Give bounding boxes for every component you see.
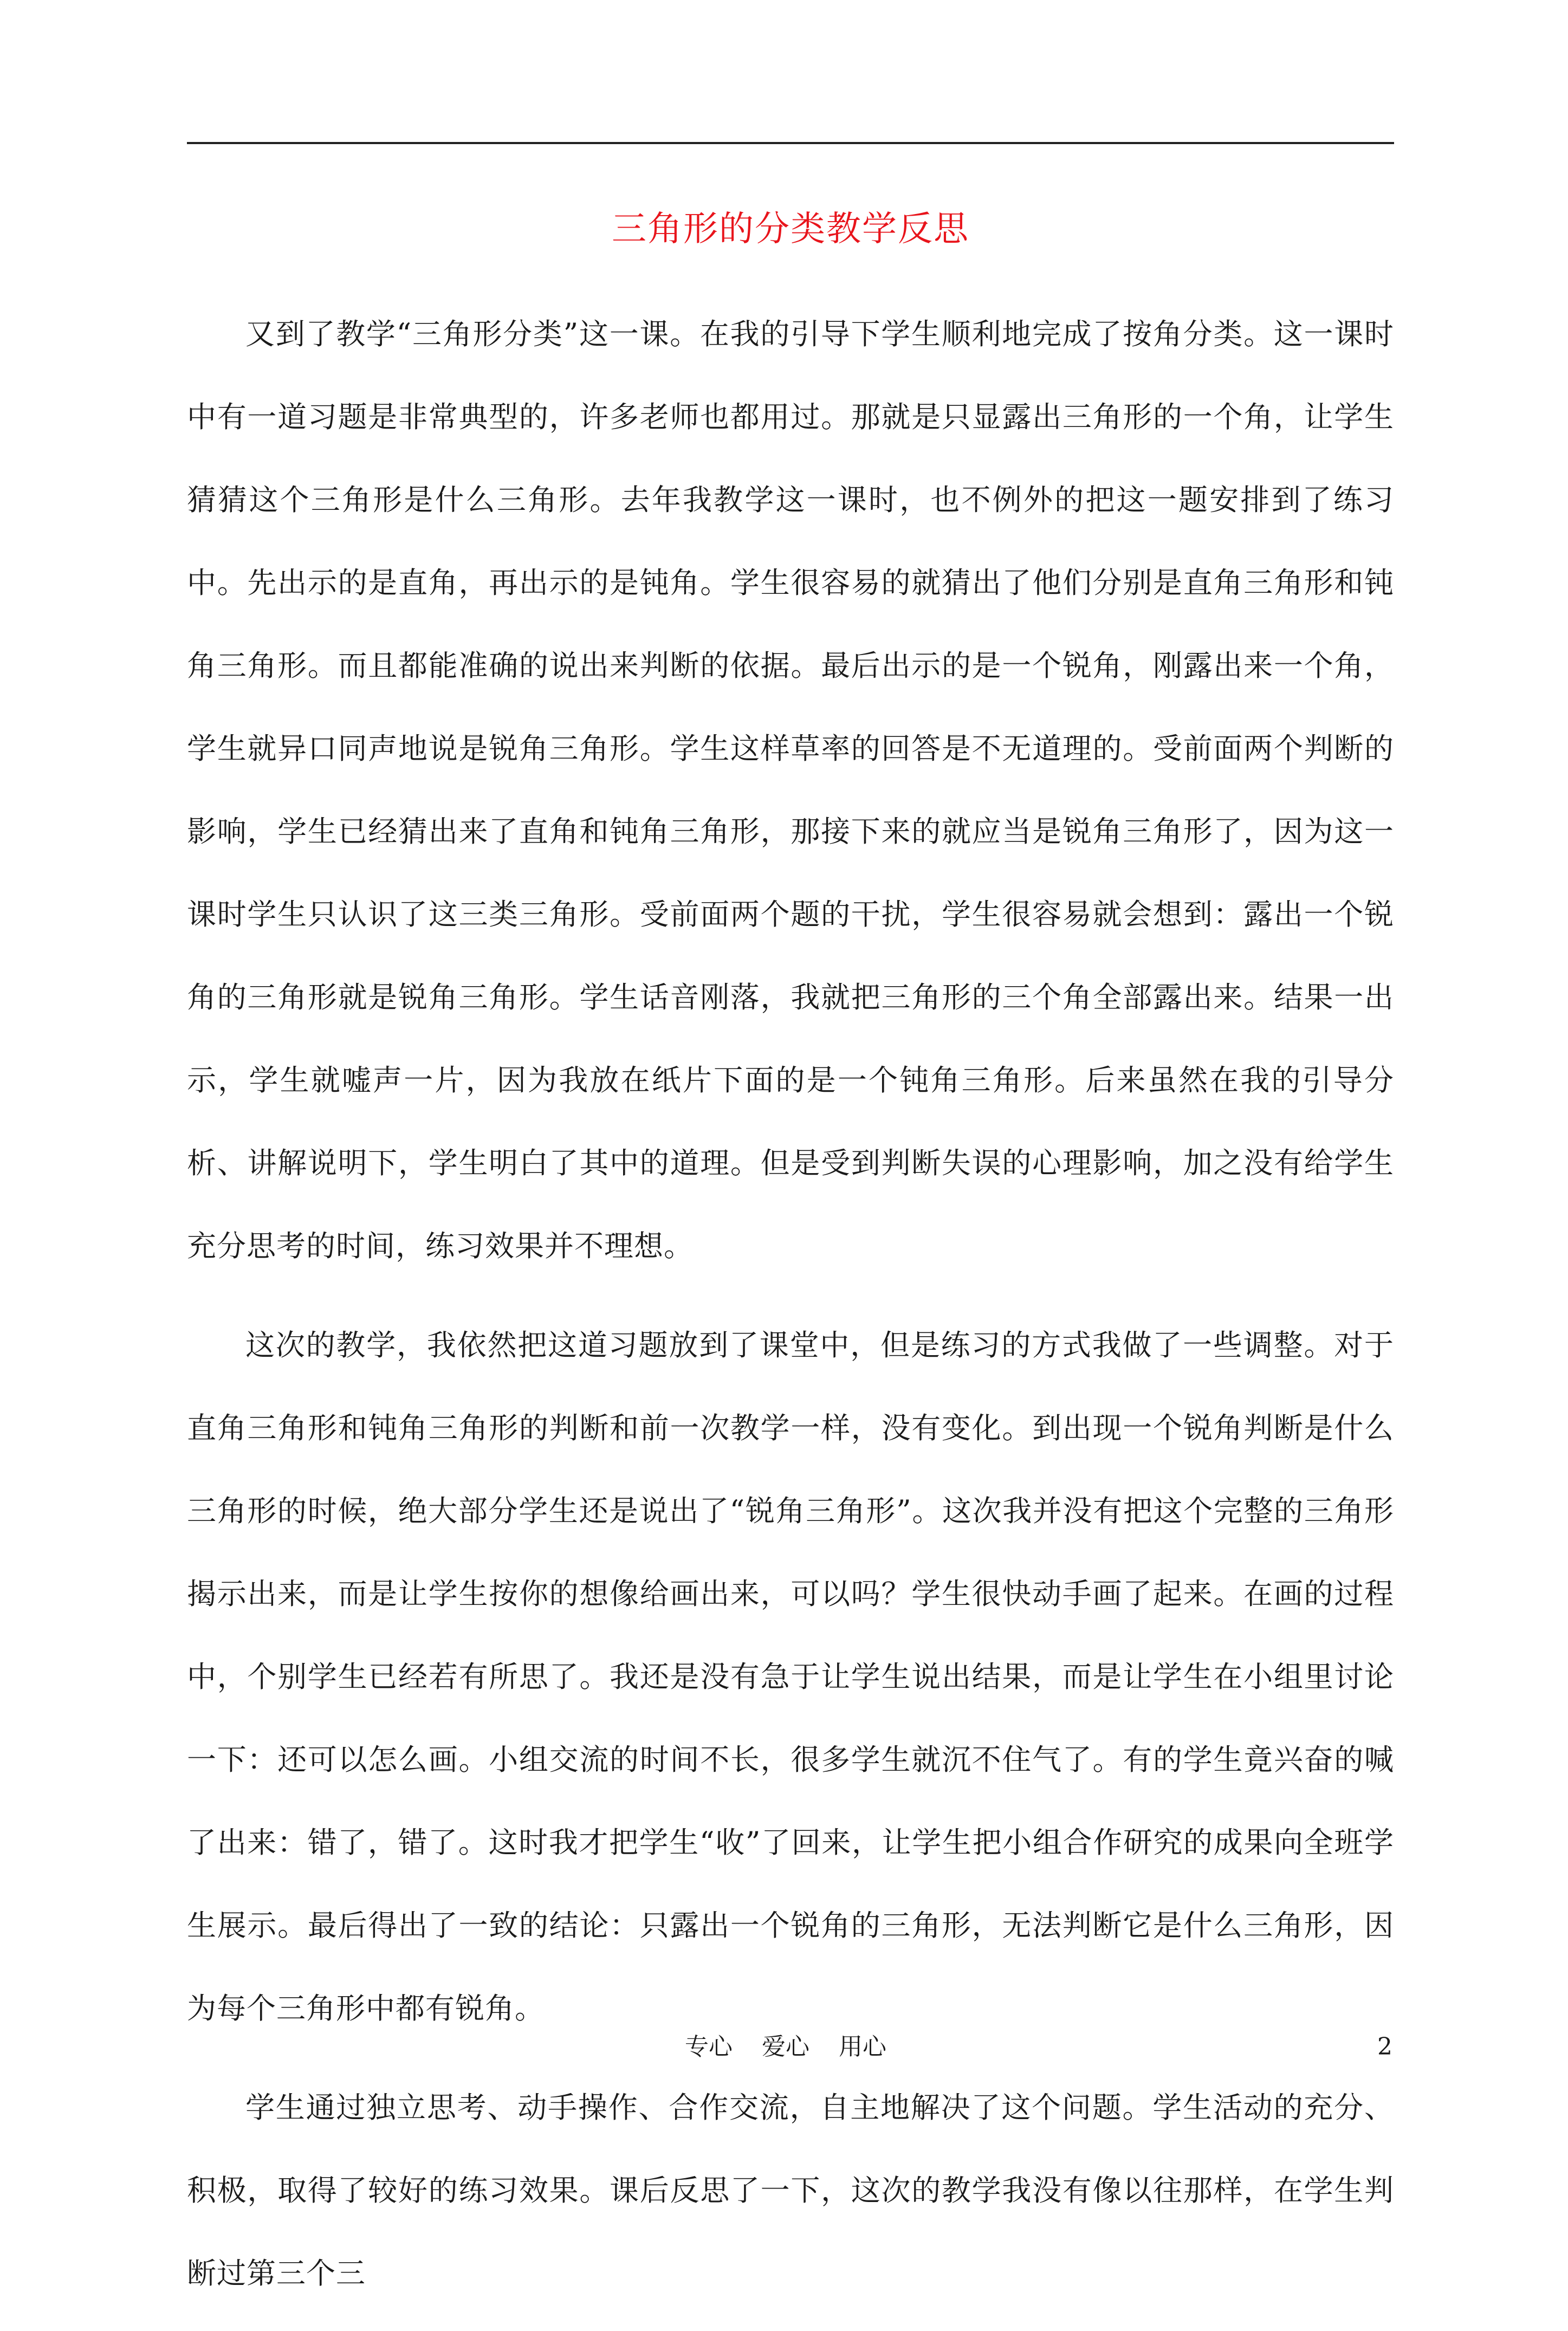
paragraph-3: 学生通过独立思考、动手操作、合作交流，自主地解决了这个问题。学生活动的充分、积极，取得了较好的练习效果。课后反思了一下，这次的教学我没有像以往那样，在学生判断过第三个三 xyxy=(187,2090,1394,2290)
paragraph-2: 这次的教学，我依然把这道习题放到了课堂中，但是练习的方式我做了一些调整。对于直角三角形和钝角三角形的判断和前一次教学一样，没有变化。到出现一个锐角判断是什么三角形的时候，绝大部分学生还是说出了“锐角三角形”。这次我并没有把这个完整的三角形揭示出来，而是让学生按你的想像给画出来，可以吗？学生很快动手画了起来。在画的过程中，个别学生已经若有所思了。我还是没有急于让学生说出结果，而是让学生在小组里讨论一下：还可以怎么画。小组交流的时间不长，很多学生就沉不住气了。有的学生竟兴奋的喊了出来：错了，错了。这时我才把学生“收”了回来，让学生把小组合作研究的成果向全班学生展示。最后得出了一致的结论：只露出一个锐角的三角形，无法判断它是什么三角形，因为每个三角形中都有锐角。 xyxy=(187,1328,1394,2025)
footer-motto: 专心 爱心 用心 xyxy=(685,2033,886,2061)
document-title: 三角形的分类教学反思 xyxy=(612,209,969,249)
document-body xyxy=(187,293,1394,2331)
page-number: 2 xyxy=(1377,2033,1392,2061)
header-rule xyxy=(187,142,1394,144)
paragraph-1: 又到了教学“三角形分类”这一课。在我的引导下学生顺利地完成了按角分类。这一课时中有一道习题是非常典型的，许多老师也都用过。那就是只显露出三角形的一个角，让学生猜猜这个三角形是什么三角形。去年我教学这一课时，也不例外的把这一题安排到了练习中。先出示的是直角，再出示的是钝角。学生很容易的就猜出了他们分别是直角三角形和钝角三角形。而且都能准确的说出来判断的依据。最后出示的是一个锐角，刚露出来一个角，学生就异口同声地说是锐角三角形。学生这样草率的回答是不无道理的。受前面两个判断的影响，学生已经猜出来了直角和钝角三角形，那接下来的就应当是锐角三角形了，因为这一课时学生只认识了这三类三角形。受前面两个题的干扰，学生很容易就会想到：露出一个锐角的三角形就是锐角三角形。学生话音刚落，我就把三角形的三个角全部露出来。结果一出示，学生就嘘声一片，因为我放在纸片下面的是一个钝角三角形。后来虽然在我的引导分析、讲解说明下，学生明白了其中的道理。但是受到判断失误的心理影响，加之没有给学生充分思考的时间，练习效果并不理想。 xyxy=(187,317,1394,1263)
